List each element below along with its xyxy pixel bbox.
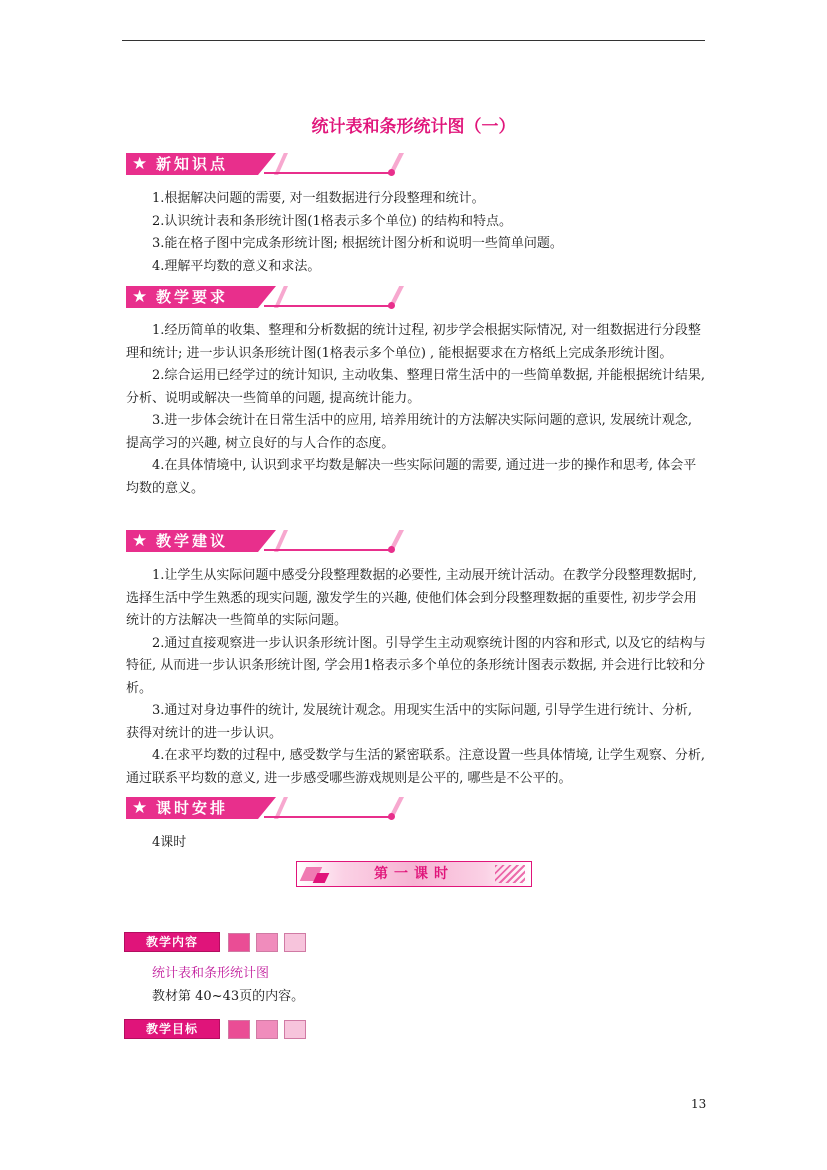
star-icon: ★: [132, 798, 148, 818]
list-item: 1.根据解决问题的需要, 对一组数据进行分段整理和统计。: [152, 191, 485, 206]
paragraph: 1.让学生从实际问题中感受分段整理数据的必要性, 主动展开统计活动。在教学分段整理数据时, 选择生活中学生熟悉的现实问题, 激发学生的兴趣, 使他们体会到分段整理数据的重要性, 初步学会用统计的方法解决一些简单的实际问题。: [126, 568, 697, 628]
list-item: 2.认识统计表和条形统计图(1格表示多个单位) 的结构和特点。: [152, 213, 512, 229]
suggestions-text: [126, 565, 706, 790]
paragraph: 3.进一步体会统计在日常生活中的应用, 培养用统计的方法解决实际问题的意识, 发展统计观念, 提高学习的兴趣, 树立良好的与人合作的态度。: [126, 413, 693, 451]
page-title: 统计表和条形统计图（一）: [311, 117, 516, 137]
header-rule: [122, 40, 705, 41]
content-text: [126, 963, 706, 1008]
section-banner-requirements: [126, 286, 396, 310]
list-item: 3.能在格子图中完成条形统计图; 根据统计图分析和说明一些简单问题。: [152, 236, 563, 251]
star-icon: ★: [132, 531, 148, 551]
requirements-text: [126, 320, 706, 500]
section-label: 新知识点: [156, 155, 229, 173]
content-pages: 教材第 40~43页的内容。: [152, 988, 305, 1004]
tag-label: 教学目标: [145, 1022, 198, 1036]
section-banner-suggestions: [126, 530, 396, 554]
paragraph: 4.在具体情境中, 认识到求平均数是解决一些实际问题的需要, 通过进一步的操作和思考, 体会平均数的意义。: [126, 458, 697, 496]
lesson-heading: [296, 861, 532, 887]
section-banner-knowledge: [126, 153, 396, 177]
section-banner-schedule: [126, 797, 396, 821]
paragraph: 4.在求平均数的过程中, 感受数学与生活的紧密联系。注意设置一些具体情境, 让学生观察、分析, 通过联系平均数的意义, 进一步感受哪些游戏规则是公平的, 哪些是不公平的。: [126, 748, 706, 786]
knowledge-list: [126, 188, 706, 278]
section-label: 课时安排: [156, 799, 229, 817]
section-label: 教学要求: [156, 288, 229, 306]
list-item: 4.理解平均数的意义和求法。: [152, 258, 321, 274]
schedule-text: [126, 832, 706, 855]
paragraph: 2.通过直接观察进一步认识条形统计图。引导学生主动观察统计图的内容和形式, 以及它的结构与特征, 从而进一步认识条形统计图, 学会用1格表示多个单位的条形统计图表示数据, 并会进行比较和分析。: [126, 635, 706, 696]
paragraph: 3.通过对身边事件的统计, 发展统计观念。用现实生活中的实际问题, 引导学生进行统计、分析, 获得对统计的进一步认识。: [126, 703, 693, 741]
schedule-hours: 4课时: [152, 835, 187, 850]
star-icon: ★: [132, 154, 148, 174]
section-label: 教学建议: [156, 532, 229, 550]
star-icon: ★: [132, 287, 148, 307]
content-topic: 统计表和条形统计图: [152, 966, 270, 981]
page-number: 13: [691, 1097, 707, 1111]
paragraph: 1.经历简单的收集、整理和分析数据的统计过程, 初步学会根据实际情况, 对一组数据进行分段整理和统计; 进一步认识条形统计图(1格表示多个单位) , 能根据要求在方格纸上完成条形统计图。: [126, 323, 701, 361]
lesson-label: 第一课时: [374, 866, 454, 882]
paragraph: 2.综合运用已经学过的统计知识, 主动收集、整理日常生活中的一些简单数据, 并能根据统计结果, 分析、说明或解决一些简单的问题, 提高统计能力。: [126, 368, 706, 406]
tag-label: 教学内容: [145, 935, 198, 949]
